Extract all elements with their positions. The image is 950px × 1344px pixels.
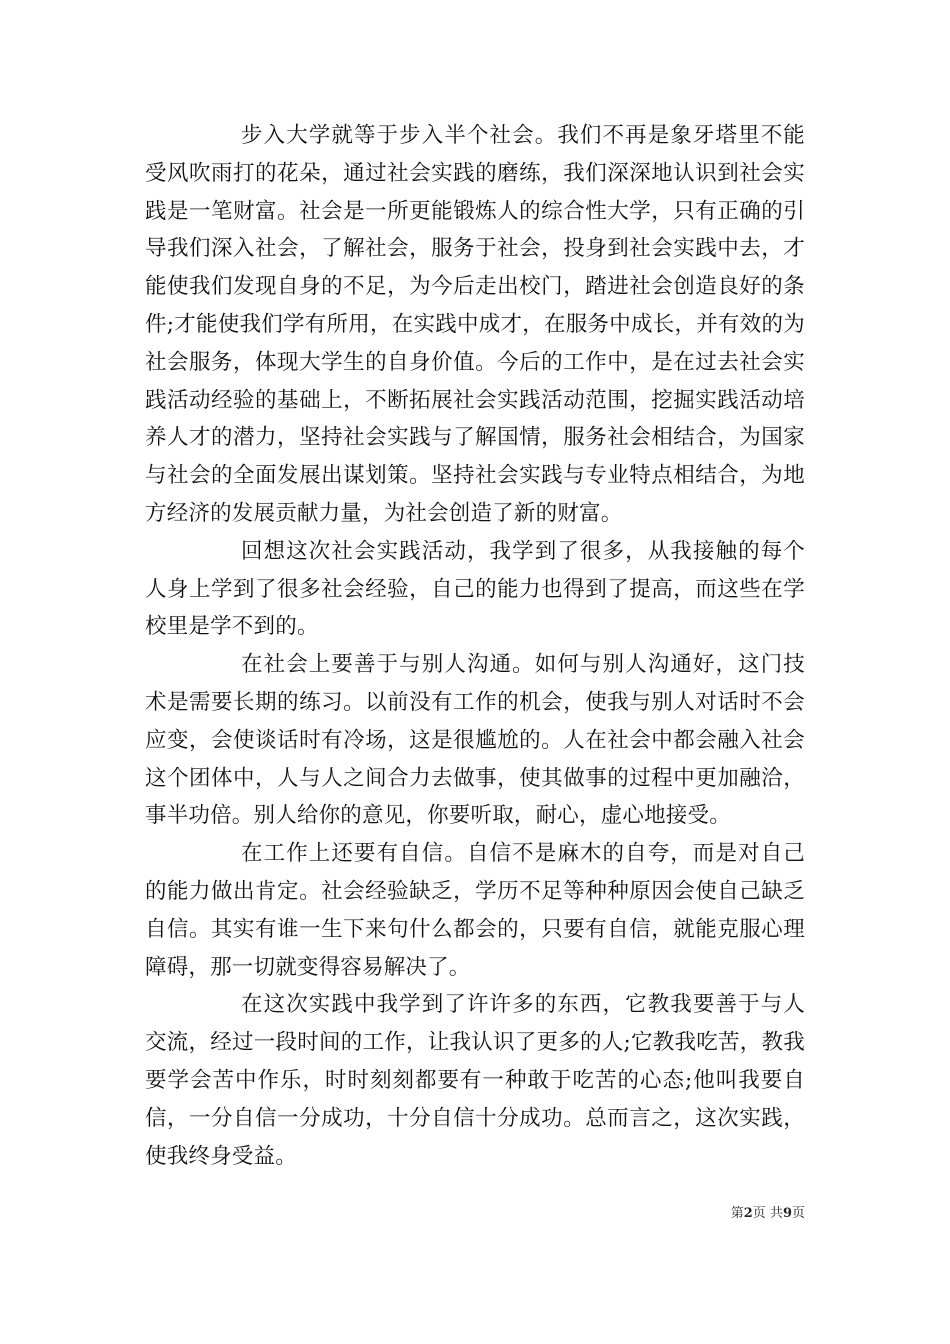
paragraph: 在工作上还要有自信。自信不是麻木的自夸，而是对自己的能力做出肯定。社会经验缺乏，学历不足等种种原因会使自己缺乏自信。其实有谁一生下来句什么都会的，只要有自信，就能克服心理障碍，那一切就变得容易解决了。 xyxy=(145,841,805,980)
footer-prefix: 第 xyxy=(730,1206,744,1221)
paragraph: 在这次实践中我学到了许许多的东西，它教我要善于与人交流，经过一段时间的工作，让我认识了更多的人;它教我吃苦，教我要学会苦中作乐，时时刻刻都要有一种敢于吃苦的心态;他叫我要自信，一分自信一分成功，十分自信十分成功。总而言之，这次实践，使我终身受益。 xyxy=(145,992,805,1169)
total-page-count: 9 xyxy=(782,1206,792,1221)
paragraph: 在社会上要善于与别人沟通。如何与别人沟通好，这门技术是需要长期的练习。以前没有工作的机会，使我与别人对话时不会应变，会使谈话时有冷场，这是很尴尬的。人在社会中都会融入社会这个团体中，人与人之间合力去做事，使其做事的过程中更加融洽，事半功倍。别人给你的意见，你要听取，耐心，虚心地接受。 xyxy=(145,652,805,829)
paragraph: 回想这次社会实践活动，我学到了很多，从我接触的每个人身上学到了很多社会经验，自己的能力也得到了提高，而这些在学校里是学不到的。 xyxy=(145,538,805,640)
paragraph: 步入大学就等于步入半个社会。我们不再是象牙塔里不能受风吹雨打的花朵，通过社会实践的磨练，我们深深地认识到社会实践是一笔财富。社会是一所更能锻炼人的综合性大学，只有正确的引导我们深入社会，了解社会，服务于社会，投身到社会实践中去，才能使我们发现自身的不足，为今后走出校门，踏进社会创造良好的条件;才能使我们学有所用，在实践中成才，在服务中成长，并有效的为社会服务，体现大学生的自身价值。今后的工作中，是在过去社会实践活动经验的基础上，不断拓展社会实践活动范围，挖掘实践活动培养人才的潜力，坚持社会实践与了解国情，服务社会相结合，为国家与社会的全面发展出谋划策。坚持社会实践与专业特点相结合，为地方经济的发展贡献力量，为社会创造了新的财富。 xyxy=(145,123,805,526)
footer-suffix: 页 xyxy=(791,1206,805,1221)
page-number-footer xyxy=(731,1206,805,1222)
footer-middle: 页 共 xyxy=(752,1206,783,1221)
current-page-number: 2 xyxy=(743,1206,753,1221)
document-body xyxy=(145,117,805,1175)
